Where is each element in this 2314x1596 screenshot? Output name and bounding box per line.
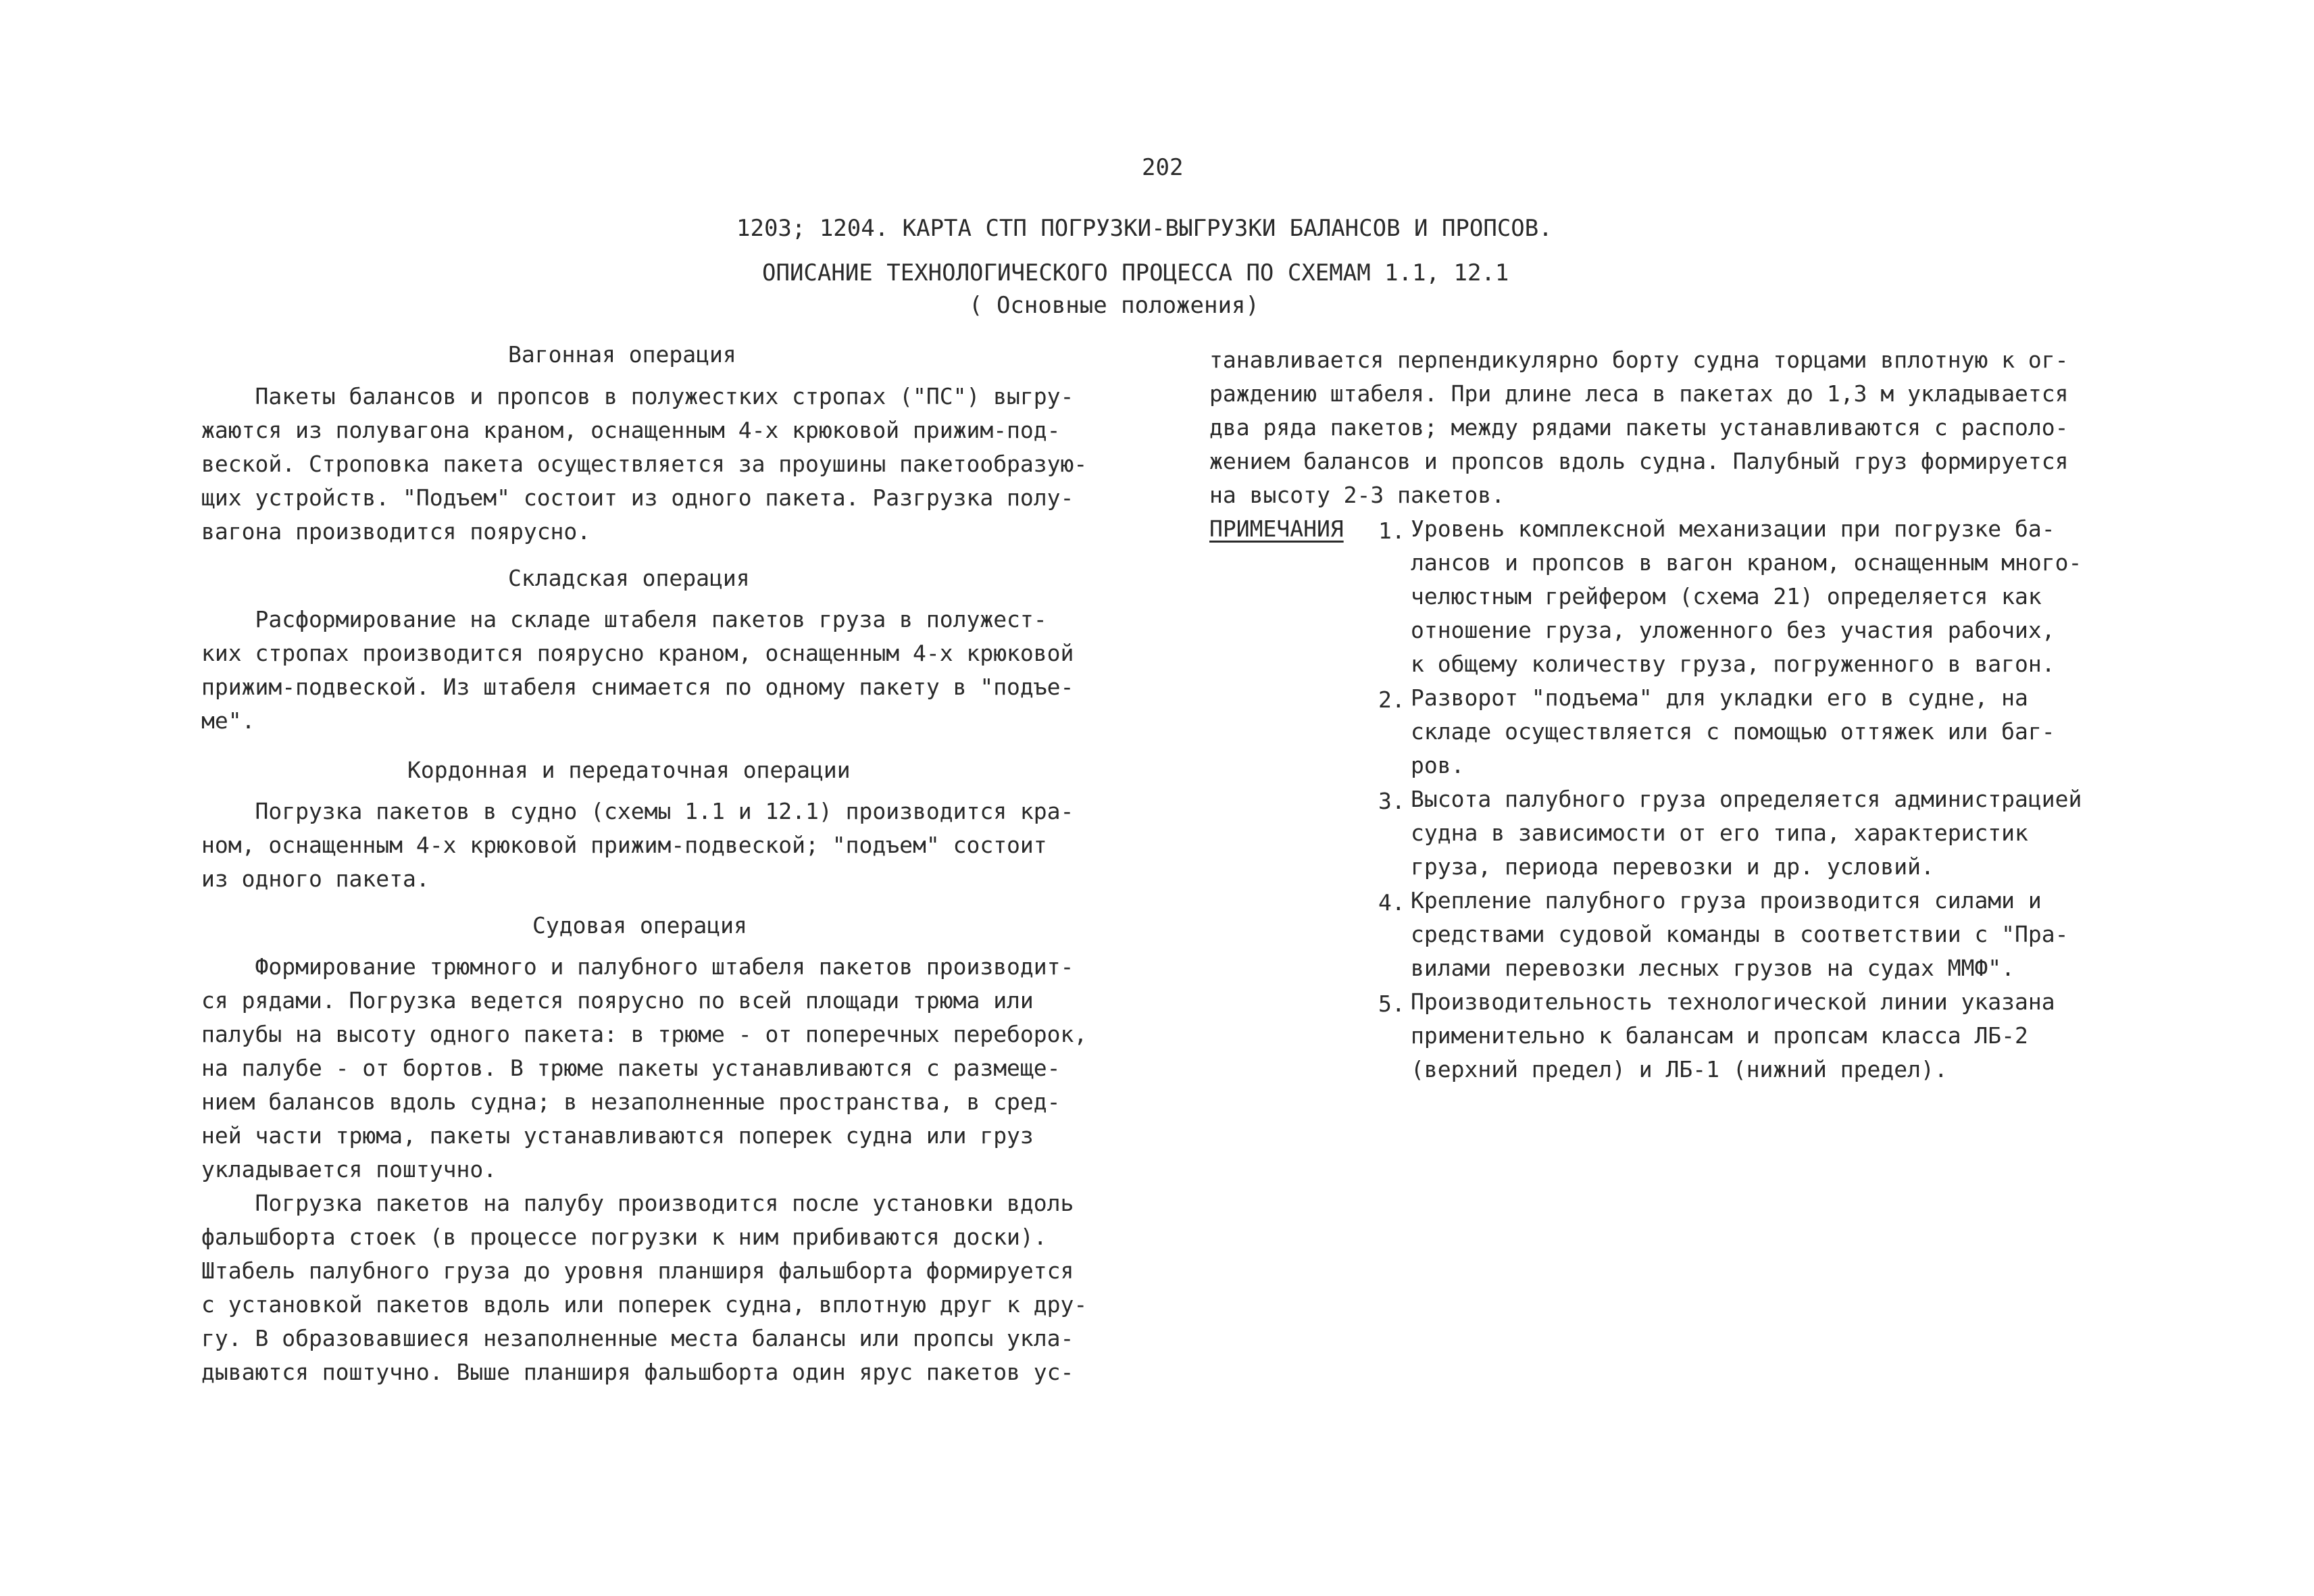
text-line: укладывается поштучно. (201, 1156, 497, 1182)
note-line: Уровень комплексной механизации при погрузке ба- (1411, 516, 2055, 542)
text-line: два ряда пакетов; между рядами пакеты устанавливаются с располо- (1209, 414, 2069, 441)
note-line: Крепление палубного груза производится силами и (1411, 887, 2042, 914)
document-subtitle-note: ( Основные положения) (969, 292, 1259, 319)
heading-ship-operation: Судовая операция (532, 912, 747, 939)
note-line: (верхний предел) и ЛБ-1 (нижний предел). (1411, 1056, 1948, 1082)
text-line: на высоту 2-3 пакетов. (1209, 482, 1505, 508)
text-line: ном, оснащенным 4-х крюковой прижим-подвеской; "подъем" состоит (201, 832, 1047, 858)
text-line: ме". (201, 707, 255, 734)
note-number: 1. (1378, 518, 1405, 544)
note-line: лансов и пропсов в вагон краном, оснащенным много- (1411, 549, 2082, 576)
text-line: раждению штабеля. При длине леса в пакетах до 1,3 м укладывается (1209, 380, 2069, 407)
note-line: отношение груза, уложенного без участия рабочих, (1411, 617, 2055, 643)
text-line: веской. Строповка пакета осуществляется за проушины пакетообразую- (201, 451, 1088, 477)
text-line: дываются поштучно. Выше планширя фальшборта один ярус пакетов ус- (201, 1359, 1074, 1385)
text-line: Погрузка пакетов на палубу производится после установки вдоль (201, 1190, 1074, 1216)
note-line: вилами перевозки лесных грузов на судах ММФ". (1411, 955, 2015, 981)
note-line: ров. (1411, 752, 1465, 778)
text-line: Погрузка пакетов в судно (схемы 1.1 и 12.1) производится кра- (201, 798, 1074, 824)
heading-cordon-operation: Кордонная и передаточная операции (407, 757, 851, 783)
text-line: ся рядами. Погрузка ведется поярусно по всей площади трюма или (201, 987, 1034, 1014)
text-line: танавливается перпендикулярно борту судна торцами вплотную к ог- (1209, 347, 2069, 373)
note-line: Разворот "подъема" для укладки его в судне, на (1411, 684, 2028, 711)
text-line: Пакеты балансов и пропсов в полужестких стропах ("ПС") выгру- (201, 383, 1074, 409)
note-number: 3. (1378, 788, 1405, 814)
text-line: жением балансов и пропсов вдоль судна. Палубный груз формируется (1209, 448, 2069, 474)
text-line: жаются из полувагона краном, оснащенным 4-х крюковой прижим-под- (201, 417, 1061, 443)
text-line: Расформирование на складе штабеля пакетов груза в полужест- (201, 606, 1047, 632)
heading-wagon-operation: Вагонная операция (508, 341, 736, 368)
note-line: груза, периода перевозки и др. условий. (1411, 853, 1934, 880)
note-line: челюстным грейфером (схема 21) определяется как (1411, 583, 2042, 609)
text-line: на палубе - от бортов. В трюме пакеты устанавливаются с размеще- (201, 1055, 1061, 1081)
notes-label: ПРИМЕЧАНИЯ (1209, 516, 1344, 542)
note-line: складе осуществляется с помощью оттяжек или баг- (1411, 718, 2055, 745)
text-line: вагона производится поярусно. (201, 518, 591, 545)
document-subtitle: ОПИСАНИЕ ТЕХНОЛОГИЧЕСКОГО ПРОЦЕССА ПО СХЕМАМ 1.1, 12.1 (762, 259, 1509, 286)
document-title: 1203; 1204. КАРТА СТП ПОГРУЗКИ-ВЫГРУЗКИ БАЛАНСОВ И ПРОПСОВ. (736, 215, 1553, 242)
page-number: 202 (1142, 154, 1184, 181)
text-line: ких стропах производится поярусно краном, оснащенным 4-х крюковой (201, 640, 1074, 666)
heading-warehouse-operation: Складская операция (508, 565, 750, 591)
text-line: ней части трюма, пакеты устанавливаются поперек судна или груз (201, 1122, 1034, 1149)
text-line: Формирование трюмного и палубного штабеля пакетов производит- (201, 953, 1074, 980)
text-line: щих устройств. "Подъем" состоит из одного пакета. Разгрузка полу- (201, 484, 1074, 511)
text-line: с установкой пакетов вдоль или поперек судна, вплотную друг к дру- (201, 1291, 1088, 1318)
note-number: 4. (1378, 889, 1405, 916)
note-line: Производительность технологической линии указана (1411, 989, 2055, 1015)
text-line: фальшборта стоек (в процессе погрузки к ним прибиваются доски). (201, 1224, 1047, 1250)
note-line: применительно к балансам и пропсам класса ЛБ-2 (1411, 1022, 2028, 1049)
text-line: гу. В образовавшиеся незаполненные места балансы или пропсы укла- (201, 1325, 1074, 1351)
text-line: нием балансов вдоль судна; в незаполненные пространства, в сред- (201, 1089, 1061, 1115)
note-line: Высота палубного груза определяется администрацией (1411, 786, 2082, 812)
text-line: из одного пакета. (201, 866, 430, 892)
note-line: к общему количеству груза, погруженного в вагон. (1411, 651, 2055, 677)
note-number: 5. (1378, 991, 1405, 1017)
note-number: 2. (1378, 687, 1405, 713)
text-line: Штабель палубного груза до уровня планширя фальшборта формируется (201, 1257, 1074, 1284)
text-line: палубы на высоту одного пакета: в трюме - от поперечных переборок, (201, 1021, 1088, 1047)
note-line: судна в зависимости от его типа, характеристик (1411, 820, 2028, 846)
note-line: средствами судовой команды в соответствии с "Пра- (1411, 921, 2069, 947)
text-line: прижим-подвеской. Из штабеля снимается по одному пакету в "подъе- (201, 674, 1074, 700)
